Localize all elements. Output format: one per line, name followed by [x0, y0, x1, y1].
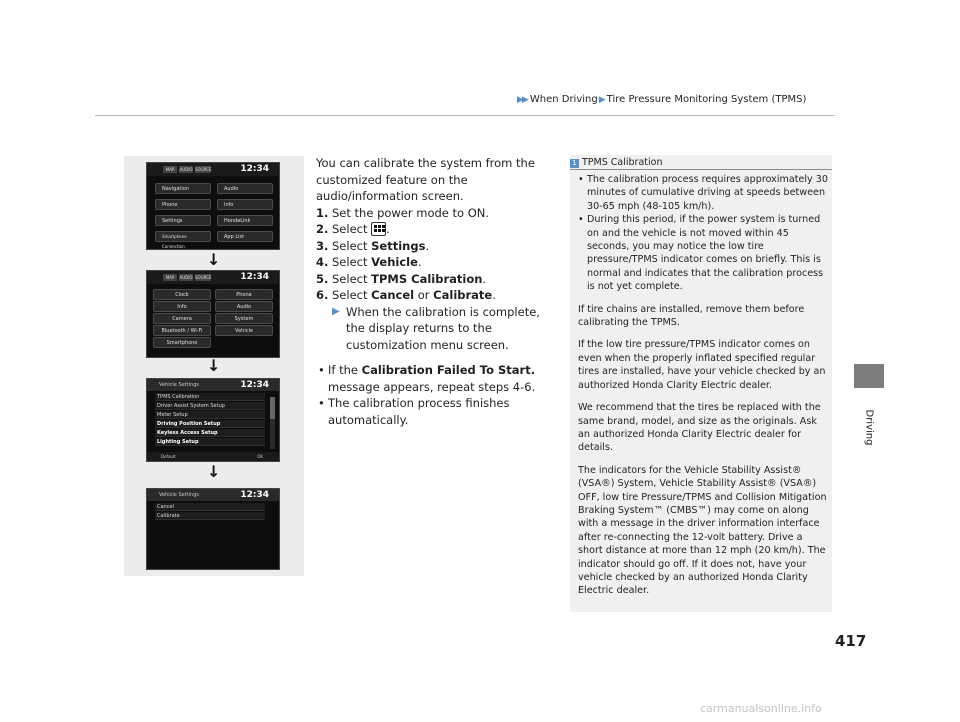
instructions [316, 155, 556, 428]
ok-button: OK [257, 454, 263, 459]
step-2: 2. Select . [316, 222, 390, 236]
breadcrumb [517, 94, 806, 105]
info-tile: Info [153, 301, 211, 312]
menu-item: Keyless Access Setup [155, 429, 265, 437]
navigation-tile: Navigation [155, 183, 211, 194]
phone-tile: Phone [215, 289, 273, 300]
audio-tile: Audio [215, 301, 273, 312]
step-1: 1. Set the power mode to ON. [316, 205, 490, 220]
chevron-right-icon: ▶▶ [517, 95, 527, 105]
system-tile: System [215, 313, 273, 324]
calibrate-option: Calibrate [155, 512, 265, 520]
header-divider [95, 115, 835, 116]
sub-step: ▶ When the calibration is complete, the display returns to the customization menu screen. [332, 304, 540, 352]
menu-item: Driver Assist System Setup [155, 402, 265, 410]
intro-text: You can calibrate the system from the customized feature on the audio/information screen. [316, 156, 535, 203]
note-title: 1 TPMS Calibration [570, 157, 662, 168]
phone-tile: Phone [155, 199, 211, 210]
scrollbar [270, 397, 275, 449]
tpms-calibration-screen-image [146, 488, 280, 570]
note-paragraph: The indicators for the Vehicle Stability Assist® (VSA®) System, Vehicle Stability Assist® (VSA®) OFF, low tire Pressure/TPMS and Collision Mitigation Braking System™ (CMBS™) may come on along with a message in the driver information interface after re-connecting the 12-volt battery. Drive a short distance at more than 12 mph (20 km/h). The indicator should go off. If it does not, have your vehicle checked by an authorized Honda Clarity Electric dealer. [578, 464, 827, 597]
clock: 12:34 [240, 490, 269, 500]
page-number: 417 [835, 632, 867, 650]
note-divider [570, 169, 832, 170]
triangle-right-icon: ▶ [332, 305, 340, 317]
menu-item: Driving Position Setup [155, 420, 265, 428]
cancel-option: Cancel [155, 503, 265, 511]
home-icon [371, 222, 386, 236]
bullet-item: • If the Calibration Failed To Start. message appears, repeat steps 4-6. [318, 363, 536, 394]
note-icon: 1 [570, 159, 579, 168]
screen-header: Vehicle Settings [147, 489, 279, 501]
clock-tile: Clock [153, 289, 211, 300]
screen-header: Vehicle Settings [147, 379, 279, 391]
section-tab-label: Driving [863, 409, 875, 446]
audio-tile: Audio [217, 183, 273, 194]
step-4: 4. Select Vehicle. [316, 255, 422, 269]
audio-button: AUDIO [179, 275, 193, 280]
breadcrumb-item[interactable]: When Driving [529, 94, 598, 105]
hondalink-tile: HondaLink [217, 215, 273, 226]
note-panel [570, 155, 832, 612]
watermark: carmanualsonline.info [700, 702, 822, 715]
bullet-item: • The calibration process finishes automatically. [318, 396, 510, 427]
menu-item: Lighting Setup [155, 438, 265, 446]
note-paragraph: If the low tire pressure/TPMS indicator comes on even when the properly inflated specified regular tires are installed, have your vehicle checked by an authorized Honda Clarity Electric dealer. [578, 339, 826, 391]
screen-top-bar [147, 271, 279, 284]
breadcrumb-item[interactable]: Tire Pressure Monitoring System (TPMS) [606, 94, 807, 105]
info-tile: Info [217, 199, 273, 210]
note-paragraph: If tire chains are installed, remove them before calibrating the TPMS. [578, 303, 805, 329]
step-6: 6. Select Cancel or Calibrate. [316, 288, 496, 302]
screen-top-bar [147, 163, 279, 176]
arrow-down-icon: ↓ [207, 462, 221, 481]
note-paragraph: We recommend that the tires be replaced with the same brand, model, and size as the originals. Ask an authorized Honda Clarity Electric dealer for details. [578, 402, 821, 454]
camera-tile: Camera [153, 313, 211, 324]
audio-button: AUDIO [179, 167, 193, 172]
map-button: MAP [163, 274, 177, 281]
note-bullet: • During this period, if the power system is turned on and the vehicle is not moved within 45 seconds, you may notice the low tire pressure/TPMS indicator comes on briefly. This is normal and indicates that the calibration process is not yet complete. [578, 214, 824, 293]
home-screen-image [146, 162, 280, 250]
arrow-down-icon: ↓ [207, 250, 221, 269]
menu-item: TPMS Calibration [155, 393, 265, 401]
step-3: 3. Select Settings. [316, 238, 430, 253]
bluetooth-wifi-tile: Bluetooth / Wi-Fi [153, 325, 211, 336]
settings-screen-image [146, 270, 280, 358]
clock: 12:34 [240, 380, 269, 390]
default-button: Default [161, 454, 176, 459]
clock: 12:34 [240, 272, 269, 282]
scrollbar-thumb [270, 397, 275, 419]
map-button: MAP [163, 166, 177, 173]
vehicle-settings-screen-image [146, 378, 280, 462]
chevron-right-icon: ▶ [598, 95, 606, 105]
step-5: 5. Select TPMS Calibration. [316, 271, 487, 286]
source-button: SOURCE [195, 167, 212, 172]
note-body [578, 173, 830, 607]
screenshot-sequence [124, 156, 304, 576]
clock: 12:34 [240, 164, 269, 174]
vehicle-tile: Vehicle [215, 325, 273, 336]
screen-bottom-bar [147, 452, 279, 461]
menu-item: Meter Setup [155, 411, 265, 419]
source-button: SOURCE [195, 275, 212, 280]
arrow-down-icon: ↓ [207, 356, 221, 375]
smartphone-connection-tile: Smartphone Connection [155, 231, 211, 242]
section-tab-marker [854, 364, 884, 388]
settings-tile: Settings [155, 215, 211, 226]
note-bullet: • The calibration process requires approximately 30 minutes of cumulative driving at speeds between 30-65 mph (48-105 km/h). [578, 174, 828, 212]
app-list-tile: App List [217, 231, 273, 242]
smartphone-tile: Smartphone [153, 337, 211, 348]
